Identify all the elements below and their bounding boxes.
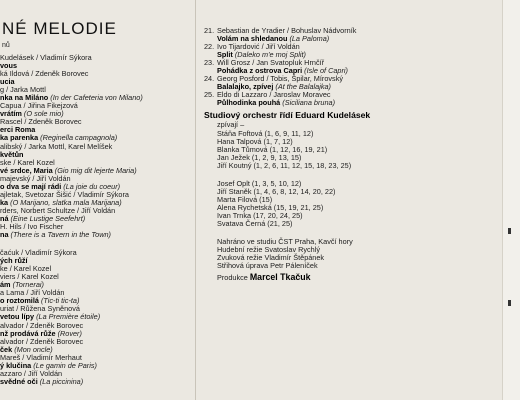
track-title-text: na [0,230,9,240]
track-credit-text: Ivo Tijardović / Jiří Voldán [217,42,300,52]
track-title-text: svědné oči [0,376,38,386]
spine-edge [502,0,520,400]
track-credit-text: g / Jarka Mottl [0,85,46,95]
track-credit [0,54,143,62]
track-credit-text: ká Ildová / Zdeněk Borovec [0,69,89,79]
track-title-text: ucia [0,77,15,87]
track-original-title: (Gio mig dit lejerte Maria) [52,165,137,175]
track-title-text: erci Roma [0,125,36,135]
track-title-text: vous [0,61,18,71]
track-original-title: (Isle of Capri) [302,66,348,76]
track-credit-text: ske / Karel Kozel [0,157,55,167]
track-title-text: Půlhodinka pouhá [217,98,281,108]
spine-mark [508,228,511,234]
track-title-text: vetou lípy [0,312,35,322]
track-title [0,378,143,386]
singers-group-b [204,180,370,228]
track-title-text: vé srdce, Maria [0,165,53,175]
track-title-text: Volám na shledanou [217,34,288,44]
singer-entry: Jan Ježek (1, 2, 9, 13, 15) [217,152,302,162]
panel-fold-line [195,0,196,400]
track-title-text: o roztomilá [0,296,39,306]
track-title-text: Pohádka z ostrova Capri [217,66,303,76]
track-title-text: vrátím [0,109,22,119]
track-title-text: ých růží [0,256,28,266]
track-credit-text: azzaro / Jiří Voldán [0,368,63,378]
track-title-text: nž prodává růže [0,328,56,338]
track-title-text: o dva se mají rádi [0,181,62,191]
track-credit-text: alvador / Zdeněk Borovec [0,336,84,346]
singer-entry: Alena Rychetská (15, 19, 21, 25) [217,202,324,212]
credit-line: Zvuková režie Vladimír Štěpánek [217,253,325,263]
track-number: 24. [204,74,215,84]
track-original-title: (La joie du coeur) [61,181,121,191]
track-original-title: (O Marijano, slatka mala Marijana) [8,197,122,207]
singer-entry: Marta Filová (15) [217,194,273,204]
singer-entry: Ivan Trnka (17, 20, 24, 25) [217,210,303,220]
track-original-title: (Tornerai) [10,280,44,290]
track-original-title: (La Première étoile) [34,312,101,322]
track-credit-text: Kudelásek / Vladimír Sýkora [0,53,92,62]
credit-line: Hudební režie Svatoslav Rychlý [217,245,321,255]
track-credit-text: Mareš / Vladimír Merhaut [0,352,82,362]
track-credit-text: uriat / Růžena Syněnová [0,304,80,314]
orchestra-heading: Studiový orchestr řídí Eduard Kudelásek [204,110,371,121]
track-title-text: ná [0,213,9,223]
track-title-text: Split [217,50,233,60]
track-original-title: (Tic-ti tic-ta) [38,296,80,306]
track-original-title: (Dalekо m'e moj Split) [232,50,306,60]
track-title-text: květůn [0,149,24,159]
track-credit-text: rders, Norbert Schultze / Jiří Voldán [0,205,116,215]
track-credit-text: H. Hils / Ivo Fischer [0,221,64,231]
track-title-text: ček [0,344,13,354]
track-title-text: nka na Miláno [0,93,49,103]
track-original-title: (There is a Tavern in the Town) [8,230,111,240]
track-title [204,99,370,107]
track-credit-text: Rascel / Zdeněk Borovec [0,117,82,127]
track-credit-text: ke / Karel Kozel [0,264,52,274]
album-title: NÉ MELODIE [2,19,117,38]
spine-mark [508,300,511,306]
track-original-title: (O sole mio) [21,109,64,119]
track-title-text: ám [0,280,11,290]
producer-label: Produkce [217,273,248,283]
track-credit-text: Capua / Jiřina Fikejzová [0,101,78,111]
track-credit-text: alvador / Zdeněk Borovec [0,320,84,330]
track-credit-text: a Lama / Jiří Voldán [0,288,65,298]
singer-entry: Svatava Černá (21, 25) [217,218,293,228]
album-subtitle: nů [2,42,10,49]
track-title-text: ý klučina [0,360,32,370]
track-number: 23. [204,58,215,68]
track-original-title: (La piccinina) [37,376,84,386]
singers-label: zpívají – [217,120,245,130]
track-original-title: (Mon oncle) [12,344,53,354]
producer-name: Marcel Tkačuk [249,272,311,283]
track-title-text: ka [0,197,9,207]
singer-entry: Jiří Staněk (1, 4, 6, 8, 12, 14, 20, 22) [217,186,336,196]
track-credit-text: alibský / Jarka Mottl, Karel Melíšek [0,141,113,151]
singers-group-a [204,130,370,170]
track-credit-text: majevský / Jiří Voldán [0,173,71,183]
track-title-text: Balalajko, zpívej [217,82,274,92]
track-title-text: ka parenka [0,133,39,143]
production-credits [204,238,370,270]
track-credit-text: Georg Posford / Tobis, Špilar, Mírovský [217,74,343,84]
singer-entry: Blanka Tůmová (1, 12, 16, 19, 21) [217,144,328,154]
track-original-title: (In der Cafeteria von Milano) [48,93,143,103]
track-credit-text: čaćuk / Vladimír Sýkora [0,248,77,258]
track-original-title: (Eine Lustige Seefehrt) [8,213,86,223]
track-credit-text: Will Grosz / Jan Svatopluk Hrnčíř [217,58,325,68]
track-original-title: (Reginella campagnola) [38,133,118,143]
track-list [204,27,370,107]
track-credit-text: Eldo di Lazzaro / Jaroslav Moravec [217,90,331,100]
track-number: 22. [204,42,215,52]
track-original-title: (La Paloma) [287,34,330,44]
track-original-title: (At the Balalajka) [273,82,331,92]
track-number: 25. [204,90,215,100]
track-title [0,231,143,239]
track-credit-text: ajletak, Svetozar Šišić / Vladimír Sýkora [0,189,129,199]
track-credit-text: viers / Karel Kozel [0,272,59,282]
credit-line: Střihová úprava Petr Páleníček [217,261,318,271]
track-list-left [0,54,143,386]
singer-entry: Josef Oplt (1, 3, 5, 10, 12) [217,178,302,188]
singer-entry: Hana Talpová (1, 7, 12) [217,136,293,146]
track-original-title: (Le gamin de Paris) [31,360,97,370]
track-original-title: (Rover) [55,328,82,338]
credit-line: Nahráno ve studiu ČST Praha, Kavčí hory [217,237,353,247]
singer-entry: Stáňa Foftová (1, 6, 9, 11, 12) [217,128,314,138]
track-credit [0,70,143,78]
track-number: 21. [204,26,215,35]
track-credit-text: Sebastian de Yradier / Bohuslav Nádvorník [217,26,357,35]
track-original-title: (Siciliana bruna) [280,98,336,108]
producer-line [204,273,370,284]
singer-entry: Jiří Koutný (1, 2, 6, 11, 12, 15, 18, 23, 25) [217,160,352,170]
track-list-right [204,27,370,284]
